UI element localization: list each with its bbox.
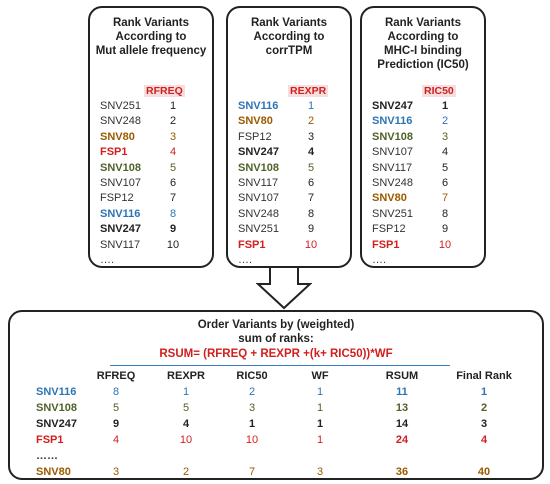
variant-rank: 4 (307, 146, 315, 159)
rank-row (372, 99, 472, 114)
rank-row (238, 99, 338, 114)
variant-rank: 6 (307, 176, 315, 189)
table-cell: 1 (480, 386, 488, 398)
variant-name: SNV251 (238, 223, 279, 236)
variant-name: SNV117 (238, 176, 279, 189)
rank-row (238, 238, 338, 253)
variant-rank: 5 (169, 161, 177, 174)
rank-row (238, 161, 338, 176)
variant-name: SNV251 (372, 207, 413, 220)
table-header: Final Rank (456, 370, 512, 382)
variant-name: FSP1 (100, 146, 128, 159)
summary-panel (8, 310, 544, 480)
rank-row (238, 191, 338, 206)
table-row-name: …… (36, 450, 58, 462)
rank-row (100, 176, 200, 191)
rank-list (372, 99, 472, 268)
variant-rank: 9 (169, 223, 177, 236)
variant-name: SNV251 (100, 100, 141, 112)
variant-name: SNV108 (372, 130, 413, 143)
table-cell: 1 (316, 418, 324, 430)
table-cell: 2 (248, 386, 256, 398)
variant-name: SNV107 (238, 192, 279, 205)
panel-title-line: According to (253, 31, 325, 43)
rank-row (238, 222, 338, 237)
formula-underline (110, 365, 450, 366)
table-cell: 1 (316, 402, 324, 414)
variant-name: SNV107 (372, 146, 413, 159)
table-cell: 36 (395, 466, 409, 478)
summary-title-line: sum of ranks: (238, 333, 314, 345)
variant-name: …. (372, 253, 387, 266)
variant-rank: 5 (307, 161, 315, 174)
variant-name: SNV248 (100, 115, 141, 128)
panel-title-line: Rank Variants (112, 17, 190, 29)
table-cell: 4 (182, 418, 190, 430)
panel-ric50 (360, 6, 486, 268)
variant-rank: 1 (307, 100, 315, 112)
rsum-formula: RSUM= (RFREQ + REXPR +(k+ RIC50))*WF (159, 348, 393, 360)
rank-row (100, 222, 200, 237)
variant-rank: 4 (169, 146, 177, 159)
table-cell: 3 (112, 466, 120, 478)
rank-row (372, 207, 472, 222)
variant-rank: 5 (441, 161, 449, 174)
summary-title-line: Order Variants by (weighted) (197, 319, 355, 331)
variant-name: …. (100, 253, 115, 266)
table-cell: 4 (480, 434, 488, 446)
variant-rank: 3 (169, 130, 177, 143)
variant-name: FSP12 (372, 223, 406, 236)
variant-name: FSP1 (238, 238, 266, 251)
table-row-name: SNV80 (36, 466, 71, 478)
panel-title-line: According to (387, 31, 459, 43)
column-header-rexpr: REXPR (290, 85, 327, 97)
panel-title (362, 16, 484, 72)
panel-title-line: Prediction (IC50) (377, 59, 469, 71)
rank-row (238, 145, 338, 160)
variant-rank: 7 (307, 192, 315, 205)
table-cell: 4 (112, 434, 120, 446)
variant-name: FSP1 (372, 238, 400, 251)
variant-name: SNV117 (372, 161, 413, 174)
table-cell: 11 (396, 386, 408, 398)
variant-name: SNV247 (238, 146, 279, 159)
variant-name: SNV248 (238, 207, 279, 220)
panel-title (90, 16, 212, 58)
table-cell: 10 (179, 434, 193, 446)
rank-row (372, 253, 472, 268)
variant-rank: 6 (441, 176, 449, 189)
rank-row (100, 253, 200, 268)
variant-name: SNV247 (100, 223, 141, 236)
variant-rank: 8 (169, 207, 177, 220)
rank-row (372, 161, 472, 176)
table-cell: 1 (182, 386, 190, 398)
rank-row (238, 114, 338, 129)
variant-rank: 3 (441, 130, 449, 143)
panel-rfreq (88, 6, 214, 268)
variant-rank: 7 (169, 192, 177, 205)
variant-name: SNV108 (238, 161, 279, 174)
rank-row (100, 99, 200, 114)
table-cell: 3 (248, 402, 256, 414)
table-header: REXPR (167, 370, 205, 382)
table-cell: 1 (248, 418, 256, 430)
rank-row (372, 130, 472, 145)
table-cell: 5 (182, 402, 190, 414)
variant-name: …. (238, 253, 253, 266)
table-row-name: SNV116 (36, 386, 77, 398)
table-header: RIC50 (236, 370, 268, 382)
down-arrow-icon (256, 266, 312, 310)
panel-title-line: MHC-I binding (384, 45, 462, 57)
table-cell: 1 (316, 434, 324, 446)
table-row-name: SNV247 (36, 418, 77, 430)
rank-row (238, 176, 338, 191)
panel-title-line: According to (115, 31, 187, 43)
variant-rank: 8 (441, 207, 449, 220)
variant-name: SNV116 (100, 207, 141, 220)
rank-row (372, 145, 472, 160)
panel-rexpr (226, 6, 352, 268)
variant-rank: 1 (169, 100, 177, 112)
variant-name: SNV116 (238, 100, 279, 112)
table-row-name: SNV108 (36, 402, 77, 414)
rank-row (372, 222, 472, 237)
variant-rank: 9 (307, 223, 315, 236)
variant-name: SNV117 (100, 238, 141, 251)
table-cell: 7 (248, 466, 256, 478)
variant-name: SNV80 (100, 130, 135, 143)
variant-name: FSP12 (100, 192, 134, 205)
table-row-name: FSP1 (36, 434, 64, 446)
rank-row (100, 191, 200, 206)
variant-rank: 2 (169, 115, 177, 128)
rank-list (100, 99, 200, 268)
variant-name: SNV108 (100, 161, 141, 174)
variant-rank: 2 (441, 115, 449, 128)
variant-name: SNV248 (372, 176, 413, 189)
table-header: WF (311, 370, 329, 382)
variant-name: SNV80 (238, 115, 273, 128)
variant-rank: 9 (441, 223, 449, 236)
table-cell: 3 (316, 466, 324, 478)
variant-name: SNV116 (372, 115, 413, 128)
rank-row (238, 130, 338, 145)
rank-list (238, 99, 338, 268)
variant-name: SNV80 (372, 192, 407, 205)
variant-name: SNV107 (100, 176, 141, 189)
variant-rank: 10 (166, 238, 180, 251)
table-cell: 5 (112, 402, 120, 414)
rank-row (100, 145, 200, 160)
panel-title-line: Rank Variants (384, 17, 462, 29)
table-cell: 9 (112, 418, 120, 430)
rank-row (372, 114, 472, 129)
variant-rank: 6 (169, 176, 177, 189)
table-cell: 10 (245, 434, 259, 446)
variant-rank: 2 (307, 115, 315, 128)
variant-rank: 10 (304, 238, 318, 251)
variant-rank: 8 (307, 207, 315, 220)
table-header: RFREQ (96, 370, 136, 382)
variant-rank: 7 (441, 192, 449, 205)
column-header-rfreq: RFREQ (146, 85, 183, 97)
panel-title-line: corrTPM (265, 45, 313, 57)
panel-title-line: Mut allele frequency (95, 45, 207, 57)
rank-row (100, 207, 200, 222)
variant-name: FSP12 (238, 130, 272, 143)
table-cell: 2 (182, 466, 190, 478)
table-cell: 14 (395, 418, 409, 430)
variant-rank: 1 (441, 100, 449, 112)
variant-rank: 10 (438, 238, 452, 251)
variant-name: SNV247 (372, 100, 413, 112)
rank-row (372, 238, 472, 253)
variant-rank: 4 (441, 146, 449, 159)
column-header-ric50: RIC50 (424, 85, 454, 97)
table-cell: 40 (477, 466, 491, 478)
table-header: RSUM (385, 370, 419, 382)
table-cell: 24 (395, 434, 409, 446)
summary-title (10, 318, 542, 346)
table-cell: 2 (480, 402, 488, 414)
table-cell: 1 (316, 386, 324, 398)
table-cell: 13 (395, 402, 409, 414)
rank-row (372, 176, 472, 191)
panel-title (228, 16, 350, 58)
table-cell: 8 (112, 386, 120, 398)
panel-title-line: Rank Variants (250, 17, 328, 29)
rank-row (100, 130, 200, 145)
rank-row (372, 191, 472, 206)
variant-rank: 3 (307, 130, 315, 143)
table-cell: 3 (480, 418, 488, 430)
rank-row (100, 114, 200, 129)
rank-row (100, 161, 200, 176)
rank-row (238, 207, 338, 222)
rank-row (100, 238, 200, 253)
